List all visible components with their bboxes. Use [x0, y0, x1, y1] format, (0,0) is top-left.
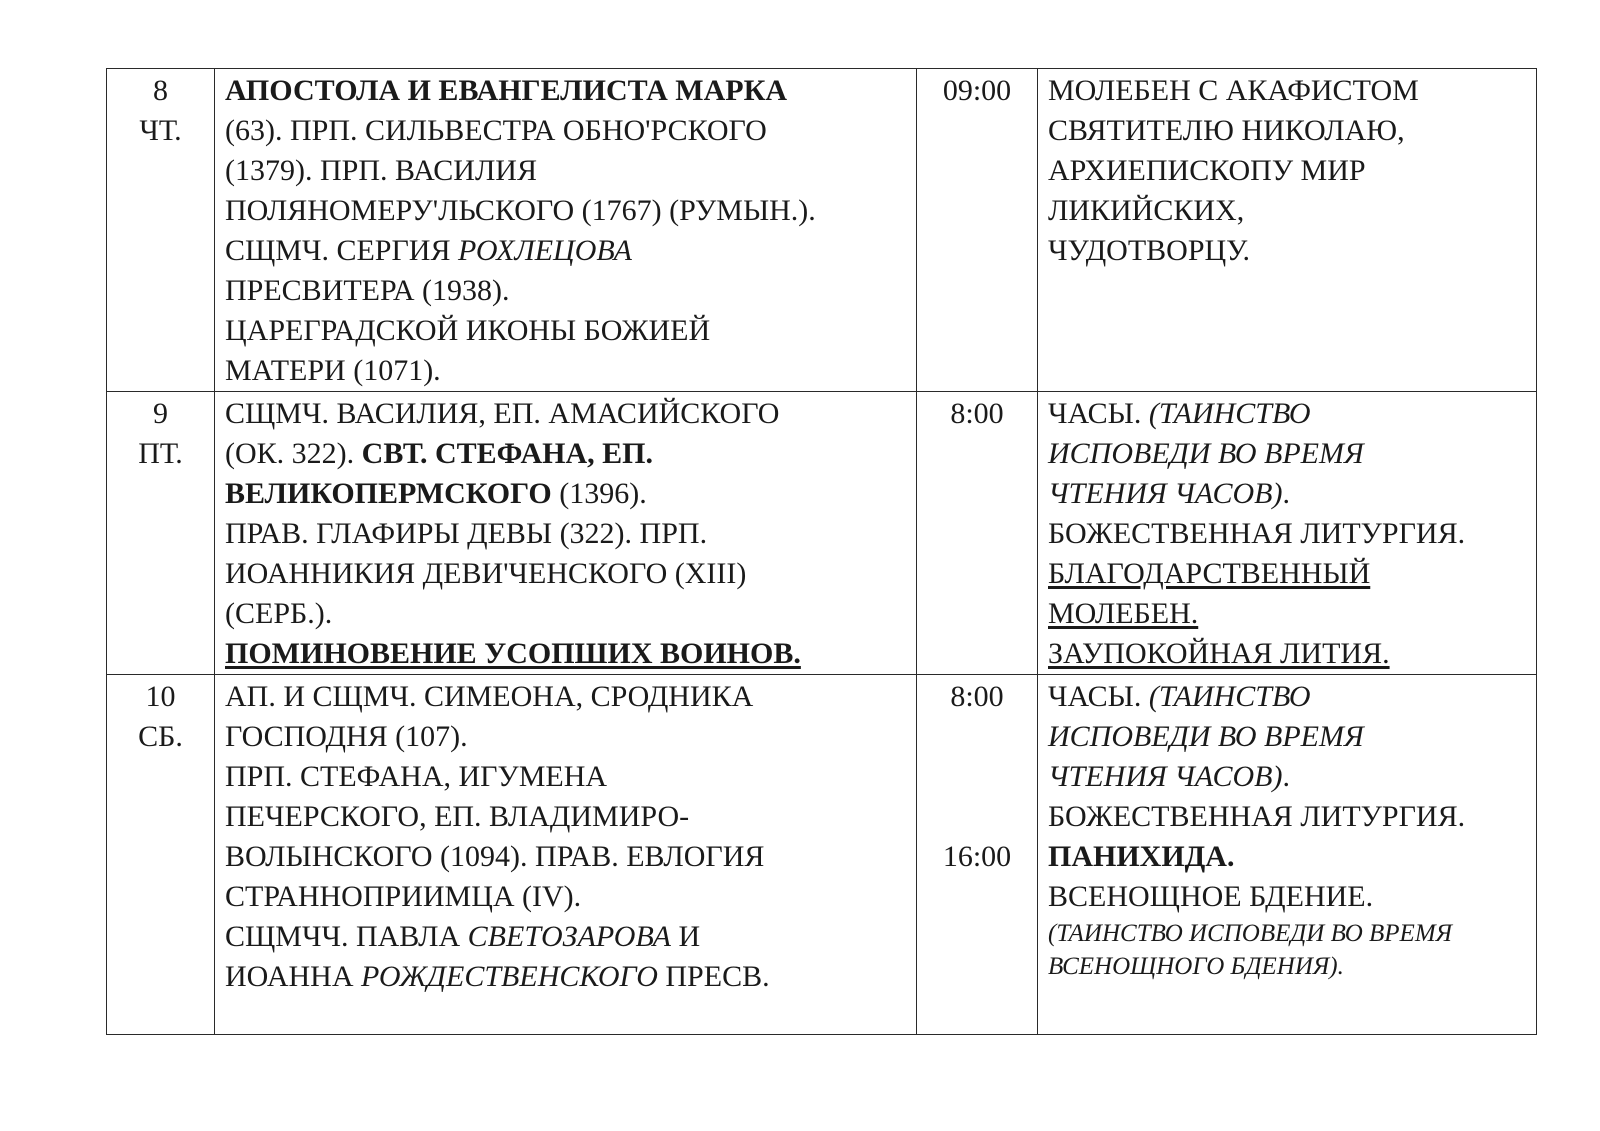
service-line: МОЛЕБЕН С АКАФИСТОМ — [1048, 74, 1419, 107]
commemoration-title: ПОМИНОВЕНИЕ УСОПШИХ ВОИНОВ. — [225, 637, 801, 670]
service-cell — [1038, 675, 1537, 1035]
service-time: 8:00 — [950, 680, 1004, 713]
day-cell — [107, 675, 215, 1035]
saints-line: ВЕЛИКОПЕРМСКОГО (1396). — [225, 477, 647, 510]
saints-line: ПЕЧЕРСКОГО, ЕП. ВЛАДИМИРО- — [225, 800, 690, 833]
saints-line: АП. И СЩМЧ. СИМЕОНА, СРОДНИКА — [225, 680, 754, 713]
service-line: ЗАУПОКОЙНАЯ ЛИТИЯ. — [1048, 637, 1390, 670]
table-row — [107, 69, 1537, 392]
service-line: ЧАСЫ. (ТАИНСТВО — [1048, 397, 1311, 430]
service-note: (ТАИНСТВО ИСПОВЕДИ ВО ВРЕМЯ — [1048, 920, 1453, 947]
service-line: ВСЕНОЩНОЕ БДЕНИЕ. — [1048, 880, 1374, 913]
service-note: ВСЕНОЩНОГО БДЕНИЯ). — [1048, 953, 1344, 980]
service-line: ЛИКИЙСКИХ, — [1048, 194, 1245, 227]
time-cell — [917, 392, 1038, 675]
table-row — [107, 392, 1537, 675]
saints-line: СЩМЧЧ. ПАВЛА СВЕТОЗАРОВА И — [225, 920, 701, 953]
saints-line: МАТЕРИ (1071). — [225, 354, 441, 387]
service-line: ЧТЕНИЯ ЧАСОВ). — [1048, 477, 1290, 510]
service-cell — [1038, 392, 1537, 675]
feast-title: АПОСТОЛА И ЕВАНГЕЛИСТА МАРКА — [225, 74, 788, 107]
saints-line: ИОАННА РОЖДЕСТВЕНСКОГО ПРЕСВ. — [225, 960, 770, 993]
saints-line: СТРАННОПРИИМЦА (IV). — [225, 880, 582, 913]
saints-line: ПРАВ. ГЛАФИРЫ ДЕВЫ (322). ПРП. — [225, 517, 708, 550]
service-line: МОЛЕБЕН. — [1048, 597, 1199, 630]
service-line: БЛАГОДАРСТВЕННЫЙ — [1048, 557, 1371, 590]
service-cell — [1038, 69, 1537, 392]
saints-line: ИОАННИКИЯ ДЕВИ'ЧЕНСКОГО (XIII) — [225, 557, 747, 590]
day-number: 8 — [153, 74, 168, 107]
saints-line: ПРЕСВИТЕРА (1938). — [225, 274, 510, 307]
day-name: ЧТ. — [139, 114, 182, 147]
saints-line: ЦАРЕГРАДСКОЙ ИКОНЫ БОЖИЕЙ — [225, 314, 711, 347]
saints-line: ПОЛЯНОМЕРУ'ЛЬСКОГО (1767) (РУМЫН.). — [225, 194, 816, 227]
service-line: ЧУДОТВОРЦУ. — [1048, 234, 1251, 267]
day-cell — [107, 392, 215, 675]
service-time: 09:00 — [942, 74, 1012, 107]
saints-line: (63). ПРП. СИЛЬВЕСТРА ОБНО'РСКОГО — [225, 114, 767, 147]
service-line: ЧАСЫ. (ТАИНСТВО — [1048, 680, 1311, 713]
saints-cell — [215, 392, 917, 675]
saints-line: СЩМЧ. ВАСИЛИЯ, ЕП. АМАСИЙСКОГО — [225, 397, 780, 430]
service-line: ИСПОВЕДИ ВО ВРЕМЯ — [1048, 437, 1364, 470]
saints-line: ВОЛЫНСКОГО (1094). ПРАВ. ЕВЛОГИЯ — [225, 840, 765, 873]
saints-line — [225, 634, 910, 674]
time-cell — [917, 69, 1038, 392]
saints-cell — [215, 69, 917, 392]
service-line: СВЯТИТЕЛЮ НИКОЛАЮ, — [1048, 114, 1405, 147]
service-line: АРХИЕПИСКОПУ МИР — [1048, 154, 1366, 187]
service-line: ЧТЕНИЯ ЧАСОВ). — [1048, 760, 1290, 793]
service-line: ПАНИХИДА. — [1048, 840, 1235, 873]
day-number: 9 — [153, 397, 168, 430]
service-time: 16:00 — [942, 840, 1012, 873]
day-name: ПТ. — [138, 437, 183, 470]
day-name: СБ. — [138, 720, 183, 753]
saints-line: (СЕРБ.). — [225, 597, 333, 630]
saints-line: (ОК. 322). СВТ. СТЕФАНА, ЕП. — [225, 437, 654, 470]
table-row — [107, 675, 1537, 1035]
day-number: 10 — [145, 680, 176, 713]
saints-line: ГОСПОДНЯ (107). — [225, 720, 468, 753]
schedule-table — [106, 68, 1537, 1035]
saints-line: СЩМЧ. СЕРГИЯ РОХЛЕЦОВА — [225, 234, 632, 267]
time-spacer — [917, 717, 1037, 837]
saints-line: (1379). ПРП. ВАСИЛИЯ — [225, 154, 537, 187]
service-line: БОЖЕСТВЕННАЯ ЛИТУРГИЯ. — [1048, 800, 1466, 833]
day-cell — [107, 69, 215, 392]
service-line: ИСПОВЕДИ ВО ВРЕМЯ — [1048, 720, 1364, 753]
service-time: 8:00 — [950, 397, 1004, 430]
service-line: БОЖЕСТВЕННАЯ ЛИТУРГИЯ. — [1048, 517, 1466, 550]
saints-line: ПРП. СТЕФАНА, ИГУМЕНА — [225, 760, 608, 793]
saints-cell — [215, 675, 917, 1035]
time-cell — [917, 675, 1038, 1035]
